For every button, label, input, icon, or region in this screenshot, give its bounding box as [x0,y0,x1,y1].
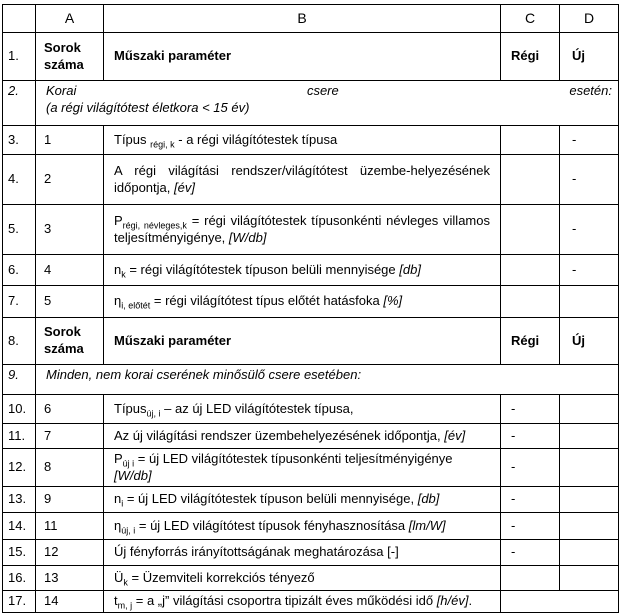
col-a-cell: 7 [36,424,104,449]
col-d-cell [560,424,619,449]
col-b-cell [104,286,501,318]
col-b-cell [104,424,501,449]
span-cell [36,81,619,126]
parameter-text: [év] [444,427,466,443]
parameter-text: η [114,517,122,533]
row-number-cell: 2. [3,81,36,126]
table-row [3,424,619,449]
col-c-cell: Régi [501,318,560,365]
row-number-cell: 5. [3,205,36,255]
parameter-text: = Üzemviteli korrekciós tényező [127,569,315,585]
table-row [3,591,619,613]
subscript-text: i [121,499,124,510]
col-a-cell: Sorok száma [36,33,104,81]
parameter-text: [db] [417,491,440,507]
subscript-text: régi, névleges,k [122,220,187,231]
parameter-text: = új LED világítótestek típuson belüli mennyisége, [123,491,418,507]
subscript-text: régi, k [150,139,175,150]
row-number-cell: 8. [3,318,36,365]
col-c-cell: - [501,487,560,513]
parameter-text: P [114,451,123,466]
col-a-cell: Sorok száma [36,318,104,365]
col-a-cell: 2 [36,155,104,205]
col-c-cell: - [501,540,560,566]
row-number-cell: 13. [3,487,36,513]
table-row [3,449,619,487]
col-b-cell [104,591,501,613]
table-row [3,540,619,566]
table-row [3,365,619,395]
table-row [3,33,619,81]
col-d-cell [560,449,619,487]
span-row-line1: Minden, nem korai cserének minősülő csere esetében: [46,367,362,382]
subscript-text: új i [122,458,135,469]
col-c-cell: Régi [501,33,560,81]
col-c-cell: - [501,424,560,449]
parameter-text: [%] [383,293,403,309]
table-body [3,33,619,613]
span-row-word: csere [306,83,339,98]
parameter-text: Típus [114,131,151,147]
table-row [3,126,619,155]
col-a-cell: 5 [36,286,104,318]
parameter-text: = a „j” világítási csoportra tipizált éves működési idő [132,593,437,609]
parameter-text: = régi világítótestek típusonkénti névleges villamos teljesítményigénye, [114,212,490,245]
subscript-text: k [121,269,126,280]
parameter-text: η [114,293,122,309]
col-cd-merged-cell [501,591,619,613]
parameter-text: – az új LED világítótestek típusa, [160,400,354,416]
col-c-cell [501,566,560,591]
span-row-line1 [46,83,612,100]
span-row-word: esetén: [569,83,612,98]
span-row-line2: (a régi világítótest életkora < 15 év) [46,99,250,115]
row-number-cell: 17. [3,591,36,613]
col-a-cell: 13 [36,566,104,591]
subscript-text: új, i [121,525,136,536]
parameter-text: = új LED világítótest típusok fényhasznosítása [135,517,409,533]
column-header-d: D [560,5,619,33]
table-row [3,81,619,126]
subscript-text: m, j [117,600,133,611]
col-a-cell: 11 [36,513,104,540]
subscript-text: k [123,577,128,588]
parameter-text: [W/db] [228,229,267,245]
col-c-cell: - [501,395,560,424]
col-b-cell [104,449,501,487]
table-row [3,395,619,424]
table-row [3,566,619,591]
col-d-cell: Új [560,318,619,365]
parameter-text: . [468,593,473,609]
col-d-cell: - [560,205,619,255]
parameter-text: [h/év] [436,593,469,609]
col-d-cell: - [560,255,619,286]
row-number-cell: 9. [3,365,36,395]
col-b-cell [104,126,501,155]
parameter-text: = régi világítótestek típuson belüli mennyisége [125,261,400,277]
col-b-cell [104,487,501,513]
col-a-cell: 6 [36,395,104,424]
row-number-cell: 1. [3,33,36,81]
subscript-text: i, előtét [121,300,151,311]
col-c-cell [501,286,560,318]
col-c-cell [501,126,560,155]
column-header-b: B [104,5,501,33]
parameter-text: P [114,212,123,228]
row-number-cell: 15. [3,540,36,566]
table-row [3,487,619,513]
table-row [3,318,619,365]
col-d-cell: - [560,126,619,155]
row-number-cell: 6. [3,255,36,286]
table-row [3,155,619,205]
corner-cell [3,5,36,33]
col-a-cell: 9 [36,487,104,513]
col-a-cell: 14 [36,591,104,613]
column-header-c: C [501,5,560,33]
col-d-cell [560,487,619,513]
col-a-cell: 4 [36,255,104,286]
parameter-text: Típus [114,400,147,416]
row-number-cell: 3. [3,126,36,155]
col-c-cell [501,255,560,286]
col-a-cell: 3 [36,205,104,255]
col-c-cell [501,205,560,255]
col-c-cell [501,155,560,205]
table-row [3,255,619,286]
parameter-table [2,4,619,613]
row-number-cell: 16. [3,566,36,591]
col-a-cell: 12 [36,540,104,566]
parameter-text: n [114,491,122,507]
col-c-cell: - [501,513,560,540]
table-row [3,205,619,255]
subscript-text: új, i [146,408,161,419]
span-cell [36,365,619,395]
row-number-cell: 7. [3,286,36,318]
parameter-text: t [114,593,118,609]
col-d-cell [560,395,619,424]
parameter-text: [W/db] [114,467,152,483]
col-b-cell [104,395,501,424]
document-page [2,4,619,613]
col-c-cell: - [501,449,560,487]
row-number-cell: 10. [3,395,36,424]
col-d-cell [560,513,619,540]
row-number-cell: 4. [3,155,36,205]
row-number-cell: 11. [3,424,36,449]
parameter-text: [év] [174,179,195,195]
col-b-cell [104,205,501,255]
table-row [3,286,619,318]
parameter-text: [db] [399,261,421,277]
column-header-a: A [36,5,104,33]
parameter-text: [lm/W] [408,517,446,533]
span-row-word: Korai [46,83,77,98]
col-b-cell: Műszaki paraméter [104,318,501,365]
col-d-cell: - [560,155,619,205]
col-b-cell [104,540,501,566]
col-a-cell: 1 [36,126,104,155]
row-number-cell: 12. [3,449,36,487]
parameter-text: = régi világítótest típus előtét hatásfoka [150,293,384,309]
parameter-text: Ü [114,569,124,585]
row-number-cell: 14. [3,513,36,540]
col-d-cell [560,286,619,318]
parameter-text: = új LED világítótestek típusonkénti teljesítményigénye [134,451,453,466]
parameter-text: A régi világítási rendszer/világítótest üzembe-helyezésének időpontja, [114,162,490,195]
col-a-cell: 8 [36,449,104,487]
parameter-text: n [114,261,122,277]
col-b-cell [104,513,501,540]
parameter-text: - a régi világítótestek típusa [174,131,338,147]
col-b-cell [104,255,501,286]
col-d-cell: Új [560,33,619,81]
col-b-cell [104,155,501,205]
column-letter-row [3,5,619,33]
col-b-cell [104,566,501,591]
col-d-cell [560,540,619,566]
col-d-cell [560,566,619,591]
parameter-text: Új fényforrás irányítottságának meghatározása [-] [114,544,399,560]
parameter-text: Az új világítási rendszer üzembehelyezésének időpontja, [114,427,445,443]
table-row [3,513,619,540]
col-b-cell: Műszaki paraméter [104,33,501,81]
